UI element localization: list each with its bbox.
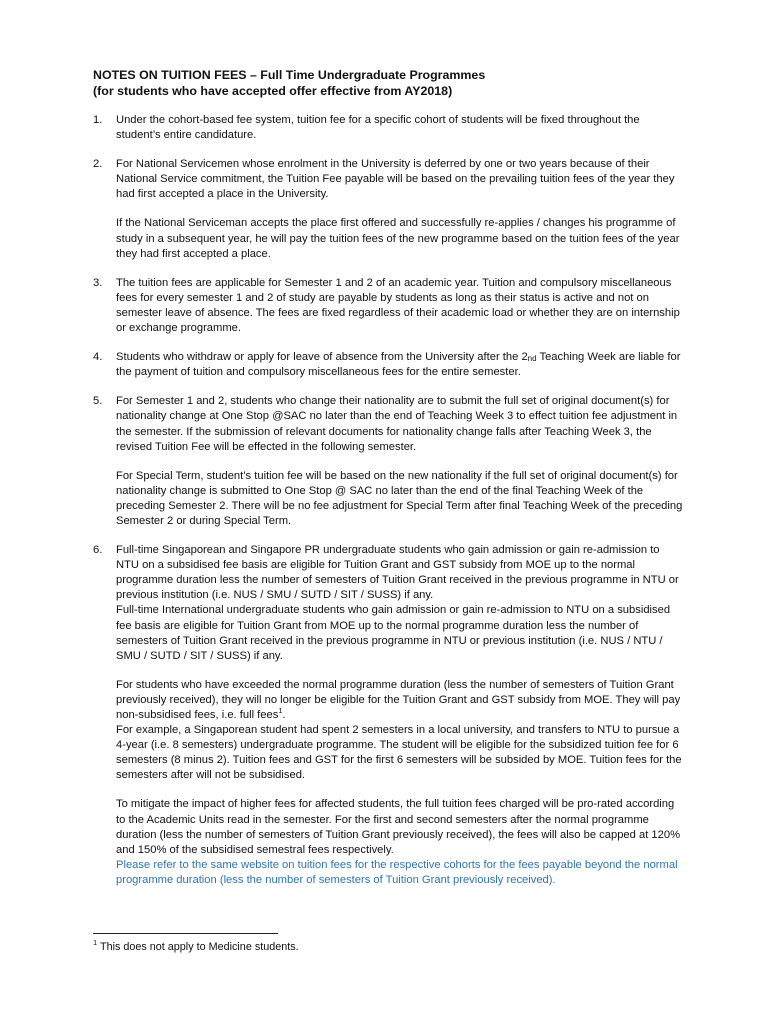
item-paragraph: To mitigate the impact of higher fees for affected students, the full tuition fees charged will be pro-rated according to the Academic Units read in the semester. For the first and second semesters after the normal programme duration (less the number of semesters of Tuition Grant previously received), the fees will also be capped at 120% and 150% of the subsidised semestral fees respectively. (116, 798, 681, 856)
note-item-5 (93, 394, 683, 529)
ordinal-suffix: nd (527, 354, 537, 364)
document-title (93, 67, 683, 99)
item-paragraph: Full-time Singaporean and Singapore PR undergraduate students who gain admission or gain re-admission to NTU on a subsidised fee basis are eligible for Tuition Grant and GST subsidy from MOE up to the normal programme duration less the number of semesters of Tuition Grant received in the previous programme in NTU or previous institution (i.e. NUS / SMU / SUTD / SIT / SUSS) if any. (116, 544, 679, 602)
reference-note-link[interactable]: Please refer to the same website on tuition fees for the respective cohorts for the fees payable beyond the normal programme duration (less the number of semesters of Tuition Grant previously received). (116, 858, 678, 886)
note-item-2 (93, 157, 683, 262)
footnote-mark: 1 (93, 938, 98, 947)
item-number: 6. (93, 544, 103, 557)
item-paragraph: For Semester 1 and 2, students who change their nationality are to submit the full set of original document(s) for nationality change at One Stop @SAC no later than the end of Teaching Week 3 to effect tuition fee adjustment in the semester. If the submission of relevant documents for nationality change falls after Teaching Week 3, the revised Tuition Fee will be effected in the following semester. (116, 395, 678, 453)
paragraph-text: For students who have exceeded the normal programme duration (less the number of semesters of Tuition Grant previously received), they will no longer be eligible for the Tuition Grant and GST subsidy from MOE. They will pay non-subsidised fees, i.e. full fees (116, 678, 681, 721)
title-line-1: NOTES ON TUITION FEES – Full Time Undergraduate Programmes (93, 68, 486, 82)
item-paragraph (116, 350, 683, 380)
note-item-6 (93, 543, 683, 888)
paragraph-text: Teaching Week are liable for the payment of tuition and compulsory miscellaneous fees for the entire semester. (116, 351, 681, 379)
paragraph-text: . (282, 709, 286, 721)
item-number: 2. (93, 158, 103, 171)
item-number: 5. (93, 395, 103, 408)
item-number: 3. (93, 276, 103, 289)
paragraph-text: Students who withdraw or apply for leave of absence from the University after the 2 (116, 351, 528, 364)
item-number: 4. (93, 351, 103, 364)
item-paragraph: The tuition fees are applicable for Semester 1 and 2 of an academic year. Tuition and compulsory miscellaneous fees for every semester 1 and 2 of study are payable by students as long as their status is active and not on semester leave of absence. The fees are fixed regardless of their academic load or whether they are on internship or exchange programme. (116, 276, 680, 335)
item-paragraph: If the National Serviceman accepts the place first offered and successfully re-applies / changes his programme of study in a subsequent year, he will pay the tuition fees of the new programme based on the tuition fees of the year they had first accepted a place. (116, 217, 680, 260)
item-paragraph (116, 678, 683, 723)
item-number: 1. (93, 114, 103, 126)
item-paragraph: For National Servicemen whose enrolment in the University is deferred by one or two years because of their National Service commitment, the Tuition Fee payable will be based on the prevailing tuition fees of the year they had first accepted a place in the University. (116, 158, 675, 201)
note-item-4 (93, 350, 683, 380)
item-paragraph: Full-time International undergraduate students who gain admission or gain re-admission to NTU on a subsidised fee basis are eligible for Tuition Grant from MOE up to the normal programme duration less the number of semesters of Tuition Grant received in the previous programme in NTU or previous institution (i.e. NUS / NTU / SMU / SUTD / SIT / SUSS) if any. (116, 604, 671, 662)
item-paragraph: Under the cohort-based fee system, tuition fee for a specific cohort of students will be fixed throughout the student’s entire candidature. (116, 114, 640, 142)
note-item-1 (93, 113, 683, 143)
footnote-text: This does not apply to Medicine students. (97, 941, 299, 953)
item-paragraph: For Special Term, student’s tuition fee will be based on the new nationality if the full set of original document(s) for nationality change is submitted to One Stop @ SAC no later than the end of the final Teaching Week of the preceding Semester 2. There will be no fee adjustment for Special Term after final Teaching Week of the preceding Semester 2 or during Special Term. (116, 469, 683, 527)
footnote-divider (93, 933, 278, 934)
footnote (93, 940, 299, 955)
title-line-2: (for students who have accepted offer effective from AY2018) (93, 84, 453, 98)
document-body (93, 67, 683, 902)
footnote-reference[interactable]: 1 (278, 706, 283, 715)
item-paragraph: For example, a Singaporean student had spent 2 semesters in a local university, and transfers to NTU to pursue a 4-year (i.e. 8 semesters) undergraduate programme. The student will be eligible for the subsidized tuition fee for 6 semesters (8 minus 2). Tuition fees and GST for the first 6 semesters will be subsided by MOE. Tuition fees for the semesters after will not be subsidised. (116, 724, 682, 782)
note-item-3 (93, 276, 683, 336)
